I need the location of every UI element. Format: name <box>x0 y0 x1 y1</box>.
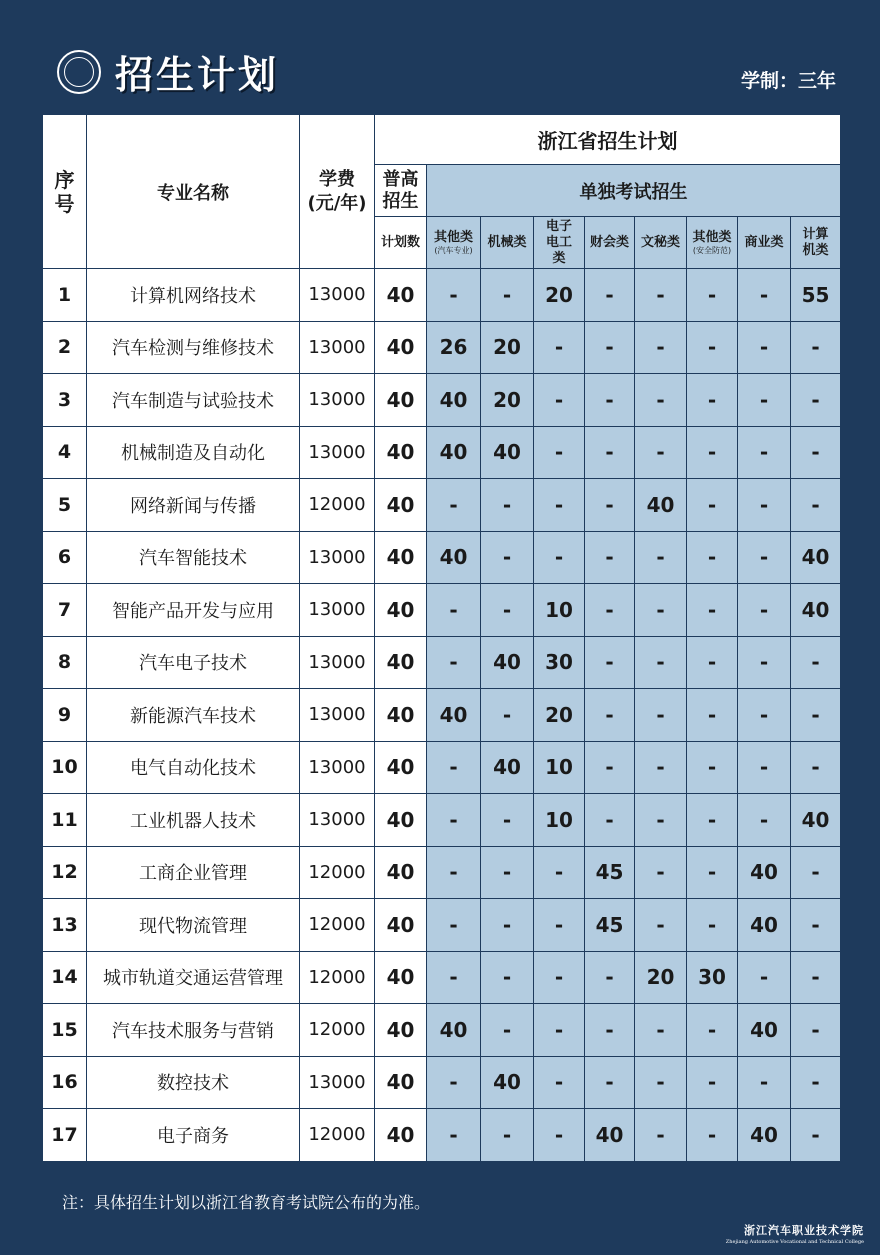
category-count: - <box>427 951 481 1004</box>
tuition-fee: 13000 <box>300 741 375 794</box>
category-count: - <box>481 846 534 899</box>
category-count: 45 <box>585 899 635 952</box>
row-number: 13 <box>43 899 87 952</box>
tuition-fee: 12000 <box>300 899 375 952</box>
tuition-fee: 13000 <box>300 689 375 742</box>
category-count: 40 <box>791 531 841 584</box>
category-count: - <box>738 531 791 584</box>
category-count: - <box>427 479 481 532</box>
category-count: - <box>687 1056 738 1109</box>
plan-count: 40 <box>375 636 427 689</box>
row-number: 16 <box>43 1056 87 1109</box>
category-count: - <box>791 1109 841 1162</box>
table-row <box>43 794 841 847</box>
major-name: 现代物流管理 <box>87 899 300 952</box>
category-count: - <box>534 1004 585 1057</box>
category-count: - <box>585 584 635 637</box>
category-count: - <box>791 951 841 1004</box>
category-count: - <box>635 584 687 637</box>
major-name: 电子商务 <box>87 1109 300 1162</box>
category-count: - <box>738 689 791 742</box>
tuition-fee: 13000 <box>300 584 375 637</box>
category-count: - <box>585 794 635 847</box>
major-name: 计算机网络技术 <box>87 269 300 322</box>
category-count: - <box>687 846 738 899</box>
major-name: 工业机器人技术 <box>87 794 300 847</box>
table-body <box>43 269 841 1162</box>
category-count: - <box>427 846 481 899</box>
table-row <box>43 899 841 952</box>
tuition-fee: 13000 <box>300 426 375 479</box>
category-count: 40 <box>738 1004 791 1057</box>
category-label: 机械类 <box>487 234 527 250</box>
row-number: 14 <box>43 951 87 1004</box>
category-count: - <box>427 794 481 847</box>
category-count: 40 <box>585 1109 635 1162</box>
category-count: 40 <box>481 1056 534 1109</box>
category-count: - <box>738 269 791 322</box>
table-row <box>43 269 841 322</box>
category-count: - <box>585 689 635 742</box>
category-count: - <box>791 899 841 952</box>
plan-count: 40 <box>375 584 427 637</box>
enrollment-table <box>42 114 841 1162</box>
table-row <box>43 689 841 742</box>
category-count: - <box>481 531 534 584</box>
header-category <box>585 217 635 269</box>
category-count: - <box>687 426 738 479</box>
category-count: - <box>534 1056 585 1109</box>
category-count: - <box>534 899 585 952</box>
plan-count: 40 <box>375 741 427 794</box>
table-row <box>43 374 841 427</box>
category-count: - <box>635 794 687 847</box>
category-count: - <box>481 269 534 322</box>
category-count: 40 <box>738 1109 791 1162</box>
category-count: - <box>635 531 687 584</box>
header-general: 普高招生 <box>375 165 427 217</box>
category-count: - <box>791 374 841 427</box>
plan-count: 40 <box>375 1109 427 1162</box>
category-count: - <box>791 426 841 479</box>
category-count: 40 <box>481 426 534 479</box>
category-count: - <box>791 741 841 794</box>
category-count: 40 <box>738 899 791 952</box>
category-count: - <box>738 1056 791 1109</box>
category-count: - <box>534 321 585 374</box>
category-count: - <box>738 374 791 427</box>
row-number: 3 <box>43 374 87 427</box>
plan-count: 40 <box>375 531 427 584</box>
category-count: - <box>585 321 635 374</box>
category-count: - <box>635 1004 687 1057</box>
category-count: - <box>427 1109 481 1162</box>
category-count: - <box>481 1004 534 1057</box>
category-count: 40 <box>427 426 481 479</box>
category-count: 26 <box>427 321 481 374</box>
category-count: - <box>427 741 481 794</box>
duration-label: 学制：三年 <box>740 70 836 92</box>
category-count: - <box>427 899 481 952</box>
category-count: - <box>481 951 534 1004</box>
category-count: 55 <box>791 269 841 322</box>
category-count: 40 <box>791 794 841 847</box>
category-count: 40 <box>738 846 791 899</box>
plan-count: 40 <box>375 689 427 742</box>
category-count: - <box>687 479 738 532</box>
plan-count: 40 <box>375 479 427 532</box>
category-count: 10 <box>534 584 585 637</box>
category-count: - <box>585 531 635 584</box>
table-row <box>43 1004 841 1057</box>
header-category <box>427 217 481 269</box>
header-single: 单独考试招生 <box>427 165 841 217</box>
major-name: 智能产品开发与应用 <box>87 584 300 637</box>
category-count: - <box>635 689 687 742</box>
category-count: 20 <box>481 321 534 374</box>
header-category <box>791 217 841 269</box>
major-name: 汽车检测与维修技术 <box>87 321 300 374</box>
major-name: 新能源汽车技术 <box>87 689 300 742</box>
plan-count: 40 <box>375 426 427 479</box>
plan-count: 40 <box>375 794 427 847</box>
category-count: - <box>427 584 481 637</box>
major-name: 机械制造及自动化 <box>87 426 300 479</box>
category-count: - <box>585 374 635 427</box>
major-name: 城市轨道交通运营管理 <box>87 951 300 1004</box>
category-count: - <box>738 951 791 1004</box>
row-number: 7 <box>43 584 87 637</box>
category-count: - <box>481 899 534 952</box>
header-category <box>738 217 791 269</box>
category-count: - <box>481 584 534 637</box>
plan-count: 40 <box>375 899 427 952</box>
category-count: - <box>635 1109 687 1162</box>
tuition-fee: 13000 <box>300 531 375 584</box>
category-count: 40 <box>635 479 687 532</box>
category-sub: (安全防范) <box>692 245 732 255</box>
category-count: 40 <box>427 374 481 427</box>
category-count: - <box>427 636 481 689</box>
category-label: 其他类 <box>433 229 473 245</box>
tuition-fee: 13000 <box>300 636 375 689</box>
category-label: 其他类 <box>692 229 732 245</box>
category-count: - <box>687 1109 738 1162</box>
category-count: - <box>427 1056 481 1109</box>
table-row <box>43 321 841 374</box>
category-count: - <box>687 269 738 322</box>
category-count: - <box>481 794 534 847</box>
major-name: 数控技术 <box>87 1056 300 1109</box>
category-count: - <box>585 269 635 322</box>
row-number: 9 <box>43 689 87 742</box>
category-count: - <box>635 269 687 322</box>
category-count: - <box>738 794 791 847</box>
category-count: 10 <box>534 741 585 794</box>
category-count: - <box>534 951 585 1004</box>
row-number: 10 <box>43 741 87 794</box>
category-count: - <box>791 1056 841 1109</box>
category-count: - <box>687 531 738 584</box>
category-label: 文秘类 <box>640 234 680 250</box>
category-count: - <box>481 1109 534 1162</box>
college-name-cn: 浙江汽车职业技术学院 <box>744 1224 864 1237</box>
major-name: 汽车智能技术 <box>87 531 300 584</box>
category-count: 30 <box>687 951 738 1004</box>
tuition-fee: 12000 <box>300 846 375 899</box>
category-count: - <box>585 1004 635 1057</box>
category-count: - <box>738 584 791 637</box>
major-name: 汽车制造与试验技术 <box>87 374 300 427</box>
category-count: - <box>585 636 635 689</box>
category-count: 10 <box>534 794 585 847</box>
major-name: 汽车电子技术 <box>87 636 300 689</box>
category-count: - <box>481 689 534 742</box>
header-plan: 浙江省招生计划 <box>375 115 841 165</box>
category-count: - <box>534 479 585 532</box>
table-row <box>43 584 841 637</box>
table-row <box>43 636 841 689</box>
category-count: 20 <box>534 269 585 322</box>
tuition-fee: 13000 <box>300 269 375 322</box>
category-count: - <box>791 479 841 532</box>
plan-count: 40 <box>375 846 427 899</box>
category-count: - <box>635 636 687 689</box>
header-category <box>481 217 534 269</box>
category-count: - <box>635 899 687 952</box>
category-count: - <box>585 951 635 1004</box>
row-number: 11 <box>43 794 87 847</box>
category-count: - <box>687 1004 738 1057</box>
category-count: - <box>791 689 841 742</box>
plan-count: 40 <box>375 1056 427 1109</box>
tuition-fee: 13000 <box>300 321 375 374</box>
table-row <box>43 426 841 479</box>
category-count: 20 <box>635 951 687 1004</box>
category-count: - <box>534 426 585 479</box>
row-number: 6 <box>43 531 87 584</box>
category-count: 40 <box>427 1004 481 1057</box>
header-major: 专业名称 <box>87 115 300 269</box>
college-logo <box>57 50 101 94</box>
category-count: - <box>791 1004 841 1057</box>
plan-count: 40 <box>375 269 427 322</box>
category-count: - <box>585 1056 635 1109</box>
table-row <box>43 846 841 899</box>
row-number: 12 <box>43 846 87 899</box>
header-category <box>635 217 687 269</box>
tuition-fee: 12000 <box>300 1109 375 1162</box>
category-count: - <box>635 741 687 794</box>
category-count: - <box>687 794 738 847</box>
page-title: 招生计划 <box>115 53 280 97</box>
tuition-fee: 12000 <box>300 1004 375 1057</box>
plan-count: 40 <box>375 374 427 427</box>
college-signature <box>726 1222 864 1245</box>
college-name-en: Zhejiang Automotive Vocational and Technical College <box>725 1239 864 1245</box>
row-number: 15 <box>43 1004 87 1057</box>
table-row <box>43 1056 841 1109</box>
category-count: - <box>427 269 481 322</box>
header-count: 计划数 <box>375 217 427 269</box>
category-count: - <box>791 846 841 899</box>
row-number: 4 <box>43 426 87 479</box>
table-row <box>43 951 841 1004</box>
table-row <box>43 1109 841 1162</box>
category-label: 商业类 <box>744 234 784 250</box>
plan-count: 40 <box>375 1004 427 1057</box>
category-count: - <box>687 374 738 427</box>
tuition-fee: 13000 <box>300 794 375 847</box>
category-count: - <box>738 426 791 479</box>
category-count: 40 <box>791 584 841 637</box>
category-count: - <box>635 1056 687 1109</box>
tuition-fee: 13000 <box>300 374 375 427</box>
category-count: - <box>687 689 738 742</box>
category-count: - <box>738 479 791 532</box>
plan-count: 40 <box>375 321 427 374</box>
category-count: - <box>635 321 687 374</box>
category-count: - <box>534 1109 585 1162</box>
category-count: 40 <box>427 531 481 584</box>
table-row <box>43 479 841 532</box>
footer-note: 注：具体招生计划以浙江省教育考试院公布的为准。 <box>62 1193 431 1212</box>
row-number: 8 <box>43 636 87 689</box>
row-number: 5 <box>43 479 87 532</box>
plan-count: 40 <box>375 951 427 1004</box>
category-count: 40 <box>481 636 534 689</box>
category-count: 30 <box>534 636 585 689</box>
category-sub: (汽车专业) <box>434 245 473 255</box>
tuition-fee: 12000 <box>300 479 375 532</box>
category-count: - <box>481 479 534 532</box>
tuition-fee: 12000 <box>300 951 375 1004</box>
category-count: 40 <box>427 689 481 742</box>
row-number: 17 <box>43 1109 87 1162</box>
category-label: 财会类 <box>589 234 629 250</box>
major-name: 汽车技术服务与营销 <box>87 1004 300 1057</box>
category-count: - <box>585 426 635 479</box>
category-count: 40 <box>481 741 534 794</box>
category-count: - <box>738 636 791 689</box>
category-count: - <box>585 479 635 532</box>
category-count: - <box>738 741 791 794</box>
major-name: 网络新闻与传播 <box>87 479 300 532</box>
major-name: 工商企业管理 <box>87 846 300 899</box>
category-count: - <box>534 846 585 899</box>
category-count: 45 <box>585 846 635 899</box>
category-count: - <box>585 741 635 794</box>
category-label: 计算机类 <box>802 226 829 258</box>
row-number: 2 <box>43 321 87 374</box>
category-count: 20 <box>534 689 585 742</box>
category-label: 电子电工类 <box>545 218 572 266</box>
header-seq: 序号 <box>43 115 87 269</box>
category-count: 20 <box>481 374 534 427</box>
category-count: - <box>534 374 585 427</box>
category-count: - <box>687 584 738 637</box>
category-count: - <box>687 321 738 374</box>
category-count: - <box>738 321 791 374</box>
category-count: - <box>687 899 738 952</box>
row-number: 1 <box>43 269 87 322</box>
category-count: - <box>687 636 738 689</box>
header-fee: 学费(元/年) <box>300 115 375 269</box>
category-count: - <box>791 321 841 374</box>
table-row <box>43 531 841 584</box>
category-count: - <box>635 846 687 899</box>
tuition-fee: 13000 <box>300 1056 375 1109</box>
major-name: 电气自动化技术 <box>87 741 300 794</box>
table-row <box>43 741 841 794</box>
category-count: - <box>635 374 687 427</box>
category-count: - <box>791 636 841 689</box>
category-count: - <box>534 531 585 584</box>
category-count: - <box>635 426 687 479</box>
category-count: - <box>687 741 738 794</box>
header-category <box>534 217 585 269</box>
header-category <box>687 217 738 269</box>
